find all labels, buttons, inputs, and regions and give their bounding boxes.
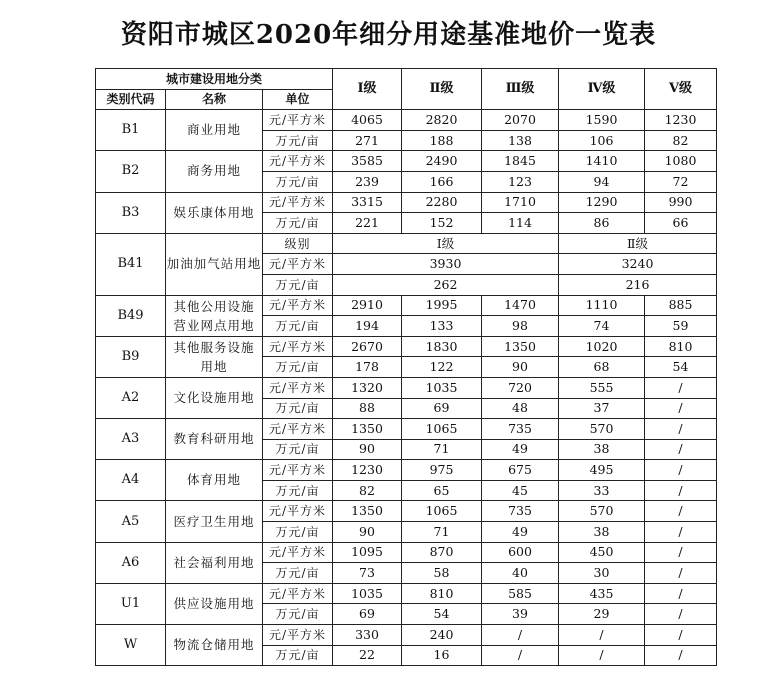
price-per-mu: 16 xyxy=(402,645,482,666)
price-per-mu: 221 xyxy=(333,213,402,234)
price-per-mu: 40 xyxy=(482,563,559,584)
price-per-mu: 82 xyxy=(645,130,717,151)
unit-label: 元/平方米 xyxy=(263,419,333,440)
price-per-mu: 38 xyxy=(559,522,645,543)
land-use-name: 娱乐康体用地 xyxy=(166,192,263,233)
name-header: 名称 xyxy=(166,89,263,110)
unit-label: 元/平方米 xyxy=(263,110,333,131)
price-per-mu: 39 xyxy=(482,604,559,625)
price-per-mu: / xyxy=(645,480,717,501)
price-per-mu: 86 xyxy=(559,213,645,234)
price-per-sqm: 2910 xyxy=(333,295,402,316)
category-code: U1 xyxy=(96,583,166,624)
price-per-mu: 33 xyxy=(559,480,645,501)
price-per-mu: 239 xyxy=(333,171,402,192)
category-code: B3 xyxy=(96,192,166,233)
unit-label: 元/平方米 xyxy=(263,295,333,316)
land-use-name: 社会福利用地 xyxy=(166,542,263,583)
price-per-mu: 90 xyxy=(482,357,559,378)
price-per-mu: 262 xyxy=(333,274,559,295)
price-per-mu: / xyxy=(645,439,717,460)
land-use-name: 加油加气站用地 xyxy=(166,233,263,295)
table-row xyxy=(96,542,717,563)
price-per-mu: 54 xyxy=(402,604,482,625)
price-per-sqm: / xyxy=(645,377,717,398)
price-per-mu: 138 xyxy=(482,130,559,151)
price-per-sqm: 1035 xyxy=(333,583,402,604)
price-per-sqm: 3240 xyxy=(559,254,717,275)
price-per-sqm: 1845 xyxy=(482,151,559,172)
unit-label: 元/平方米 xyxy=(263,254,333,275)
category-code: B2 xyxy=(96,151,166,192)
table-row xyxy=(96,460,717,481)
table-row xyxy=(96,295,717,316)
price-per-sqm: 810 xyxy=(402,583,482,604)
price-per-mu: 152 xyxy=(402,213,482,234)
price-per-sqm: 1065 xyxy=(402,501,482,522)
unit-label: 万元/亩 xyxy=(263,604,333,625)
unit-label: 元/平方米 xyxy=(263,625,333,646)
price-per-sqm: 720 xyxy=(482,377,559,398)
land-use-name-line: 其他服务设施 xyxy=(173,339,255,355)
price-per-mu: 66 xyxy=(645,213,717,234)
price-per-mu: 82 xyxy=(333,480,402,501)
price-per-sqm: 570 xyxy=(559,501,645,522)
price-per-sqm: 885 xyxy=(645,295,717,316)
price-per-sqm: 810 xyxy=(645,336,717,357)
unit-label: 万元/亩 xyxy=(263,522,333,543)
land-use-name: 体育用地 xyxy=(166,460,263,501)
price-per-mu: 69 xyxy=(402,398,482,419)
price-per-sqm: 1470 xyxy=(482,295,559,316)
price-per-sqm: 600 xyxy=(482,542,559,563)
land-use-name: 商务用地 xyxy=(166,151,263,192)
page-title: 资阳市城区2020年细分用途基准地价一览表 xyxy=(120,20,657,50)
price-per-sqm: 1710 xyxy=(482,192,559,213)
price-per-mu: / xyxy=(645,522,717,543)
price-per-mu: 194 xyxy=(333,316,402,337)
price-per-sqm: 735 xyxy=(482,419,559,440)
price-per-sqm: / xyxy=(482,625,559,646)
price-per-mu: 94 xyxy=(559,171,645,192)
price-per-sqm: / xyxy=(645,460,717,481)
category-code: A4 xyxy=(96,460,166,501)
price-per-sqm: / xyxy=(645,625,717,646)
grade-label: 级别 xyxy=(263,233,333,254)
price-per-sqm: 870 xyxy=(402,542,482,563)
price-per-mu: 90 xyxy=(333,522,402,543)
level-1-header: Ⅰ级 xyxy=(333,69,402,110)
price-per-sqm: 1410 xyxy=(559,151,645,172)
table-row xyxy=(96,151,717,172)
price-per-sqm: / xyxy=(645,542,717,563)
table-row xyxy=(96,501,717,522)
price-per-mu: / xyxy=(645,604,717,625)
land-use-name: 教育科研用地 xyxy=(166,419,263,460)
price-per-mu: 68 xyxy=(559,357,645,378)
level-5-header: Ⅴ级 xyxy=(645,69,717,110)
price-per-sqm: 1830 xyxy=(402,336,482,357)
land-price-table xyxy=(95,68,717,666)
land-use-name-line: 用地 xyxy=(200,358,228,374)
price-per-mu: 49 xyxy=(482,522,559,543)
unit-label: 元/平方米 xyxy=(263,192,333,213)
land-use-name: 物流仓储用地 xyxy=(166,625,263,666)
level-4-header: Ⅳ级 xyxy=(559,69,645,110)
unit-label: 元/平方米 xyxy=(263,501,333,522)
price-per-sqm: 1065 xyxy=(402,419,482,440)
price-per-sqm: 1020 xyxy=(559,336,645,357)
price-per-mu: 29 xyxy=(559,604,645,625)
table-row xyxy=(96,192,717,213)
price-per-sqm: 735 xyxy=(482,501,559,522)
price-per-sqm: 1320 xyxy=(333,377,402,398)
price-per-sqm: 495 xyxy=(559,460,645,481)
category-code: A6 xyxy=(96,542,166,583)
unit-label: 万元/亩 xyxy=(263,480,333,501)
table-row xyxy=(96,377,717,398)
unit-label: 元/平方米 xyxy=(263,583,333,604)
land-use-name-line: 其他公用设施 xyxy=(173,298,255,314)
price-per-sqm: 585 xyxy=(482,583,559,604)
price-per-sqm: 1290 xyxy=(559,192,645,213)
price-per-sqm: 1350 xyxy=(482,336,559,357)
unit-label: 万元/亩 xyxy=(263,213,333,234)
price-per-sqm: 675 xyxy=(482,460,559,481)
level-2-header: Ⅱ级 xyxy=(402,69,482,110)
price-per-sqm: 4065 xyxy=(333,110,402,131)
price-per-mu: 123 xyxy=(482,171,559,192)
price-per-sqm: / xyxy=(645,419,717,440)
land-use-name: 医疗卫生用地 xyxy=(166,501,263,542)
price-per-sqm: 1995 xyxy=(402,295,482,316)
unit-label: 万元/亩 xyxy=(263,357,333,378)
price-per-mu: 69 xyxy=(333,604,402,625)
price-per-sqm: 2280 xyxy=(402,192,482,213)
price-per-sqm: 990 xyxy=(645,192,717,213)
category-code: B9 xyxy=(96,336,166,377)
unit-label: 元/平方米 xyxy=(263,542,333,563)
category-code: A3 xyxy=(96,419,166,460)
header-row-1 xyxy=(96,69,717,90)
price-per-mu: 216 xyxy=(559,274,717,295)
price-per-mu: 90 xyxy=(333,439,402,460)
price-per-sqm: 2490 xyxy=(402,151,482,172)
price-per-sqm: 1095 xyxy=(333,542,402,563)
unit-label: 元/平方米 xyxy=(263,377,333,398)
unit-label: 万元/亩 xyxy=(263,645,333,666)
price-per-sqm: 330 xyxy=(333,625,402,646)
land-use-name: 供应设施用地 xyxy=(166,583,263,624)
price-per-mu: 54 xyxy=(645,357,717,378)
price-per-sqm: 2070 xyxy=(482,110,559,131)
price-per-mu: / xyxy=(559,645,645,666)
price-per-mu: 74 xyxy=(559,316,645,337)
unit-label: 万元/亩 xyxy=(263,398,333,419)
unit-label: 万元/亩 xyxy=(263,130,333,151)
unit-label: 元/平方米 xyxy=(263,336,333,357)
land-use-name: 商业用地 xyxy=(166,110,263,151)
price-per-sqm: 240 xyxy=(402,625,482,646)
price-per-sqm: 3585 xyxy=(333,151,402,172)
price-per-mu: 48 xyxy=(482,398,559,419)
price-per-mu: 98 xyxy=(482,316,559,337)
price-per-sqm: 435 xyxy=(559,583,645,604)
category-code: W xyxy=(96,625,166,666)
price-per-mu: 166 xyxy=(402,171,482,192)
unit-label: 万元/亩 xyxy=(263,171,333,192)
b41-level-1: Ⅰ级 xyxy=(333,233,559,254)
price-per-sqm: 1350 xyxy=(333,501,402,522)
price-per-mu: / xyxy=(645,645,717,666)
table-row xyxy=(96,336,717,357)
unit-label: 元/平方米 xyxy=(263,151,333,172)
price-per-mu: 106 xyxy=(559,130,645,151)
b41-level-2: Ⅱ级 xyxy=(559,233,717,254)
price-per-mu: 37 xyxy=(559,398,645,419)
price-per-sqm: 1080 xyxy=(645,151,717,172)
category-group-header: 城市建设用地分类 xyxy=(96,69,333,90)
price-per-mu: 178 xyxy=(333,357,402,378)
price-per-mu: 71 xyxy=(402,522,482,543)
price-per-sqm: 3930 xyxy=(333,254,559,275)
unit-label: 万元/亩 xyxy=(263,439,333,460)
land-use-name xyxy=(166,295,263,336)
price-per-sqm: 555 xyxy=(559,377,645,398)
price-per-mu: 114 xyxy=(482,213,559,234)
price-per-mu: 49 xyxy=(482,439,559,460)
price-per-sqm: 1230 xyxy=(333,460,402,481)
price-per-mu: 71 xyxy=(402,439,482,460)
price-per-sqm: 2670 xyxy=(333,336,402,357)
table-row xyxy=(96,419,717,440)
category-code: A5 xyxy=(96,501,166,542)
price-per-sqm: / xyxy=(645,583,717,604)
unit-header: 单位 xyxy=(263,89,333,110)
price-per-sqm: 450 xyxy=(559,542,645,563)
price-per-sqm: 1590 xyxy=(559,110,645,131)
price-per-sqm: 1350 xyxy=(333,419,402,440)
land-use-name: 文化设施用地 xyxy=(166,377,263,418)
price-per-mu: 58 xyxy=(402,563,482,584)
price-per-sqm: 1230 xyxy=(645,110,717,131)
unit-label: 万元/亩 xyxy=(263,316,333,337)
price-per-mu: 73 xyxy=(333,563,402,584)
table-row xyxy=(96,583,717,604)
price-per-mu: 188 xyxy=(402,130,482,151)
price-per-mu: 38 xyxy=(559,439,645,460)
table-row xyxy=(96,625,717,646)
price-per-mu: 65 xyxy=(402,480,482,501)
level-3-header: Ⅲ级 xyxy=(482,69,559,110)
price-per-sqm: 1110 xyxy=(559,295,645,316)
price-per-sqm: / xyxy=(559,625,645,646)
land-use-name-line: 营业网点用地 xyxy=(173,317,255,333)
category-code: A2 xyxy=(96,377,166,418)
land-use-name xyxy=(166,336,263,377)
code-header: 类别代码 xyxy=(96,89,166,110)
price-per-mu: 59 xyxy=(645,316,717,337)
price-per-sqm: 2820 xyxy=(402,110,482,131)
price-per-mu: 271 xyxy=(333,130,402,151)
price-per-mu: / xyxy=(645,398,717,419)
unit-label: 元/平方米 xyxy=(263,460,333,481)
price-per-mu: 133 xyxy=(402,316,482,337)
table-row xyxy=(96,110,717,131)
price-per-sqm: 570 xyxy=(559,419,645,440)
category-code: B41 xyxy=(96,233,166,295)
price-per-mu: 22 xyxy=(333,645,402,666)
table-row xyxy=(96,233,717,254)
price-per-sqm: / xyxy=(645,501,717,522)
price-per-mu: 72 xyxy=(645,171,717,192)
unit-label: 万元/亩 xyxy=(263,274,333,295)
price-per-mu: 30 xyxy=(559,563,645,584)
price-per-sqm: 1035 xyxy=(402,377,482,398)
price-per-mu: 45 xyxy=(482,480,559,501)
price-per-mu: / xyxy=(645,563,717,584)
category-code: B49 xyxy=(96,295,166,336)
price-per-sqm: 975 xyxy=(402,460,482,481)
price-per-mu: 88 xyxy=(333,398,402,419)
price-per-mu: / xyxy=(482,645,559,666)
unit-label: 万元/亩 xyxy=(263,563,333,584)
category-code: B1 xyxy=(96,110,166,151)
price-per-mu: 122 xyxy=(402,357,482,378)
price-per-sqm: 3315 xyxy=(333,192,402,213)
